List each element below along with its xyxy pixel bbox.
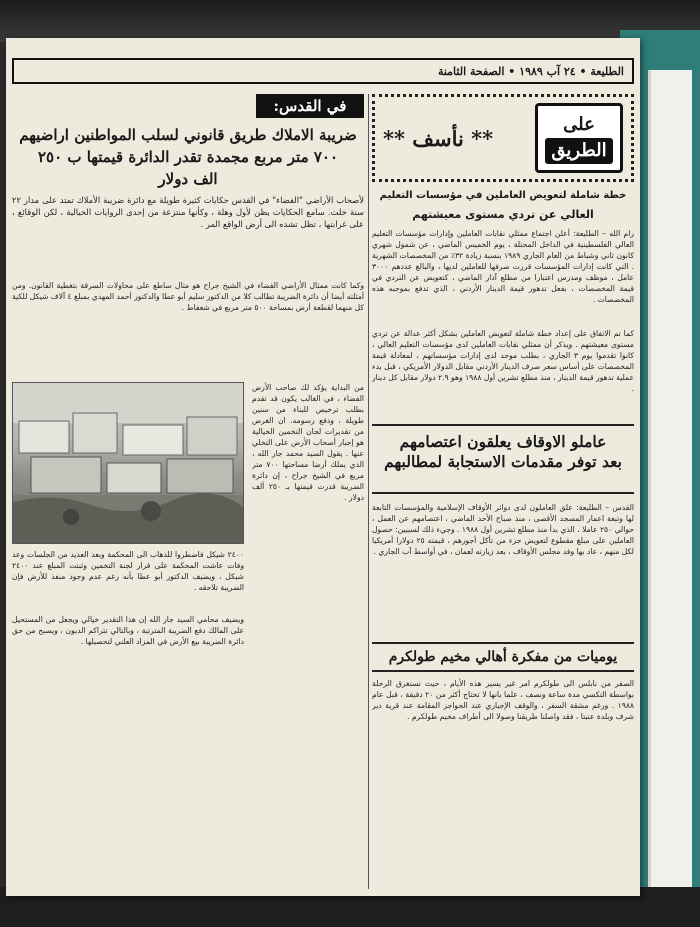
headline-awqaf [372, 424, 634, 494]
article-body-4: الصفر من نابلس الى طولكرم امر غير يسير هذه الأيام ، حيث تستغرق الرحلة بواسطة التكسي مدة ساعة ونصف ، علما بانها لا تحتاج أكثر من ٢٠ دقيقة ، قبل عام ١٩٨٨ . ورغم مشقة السفر ، والوقف الإجباري عند الحواجز المقامة عند قرية دير شرف وبلدة عنبتا ، فقد واصلنا طريقنا وصولا الى أطراف مخيم طولكرم . [372, 679, 634, 721]
photo-caption: ٢٤٠٠ شيكل فاضطروا للذهاب الى المحكمة وبعد العديد من الجلسات وعد وفات عاشت المحكمة على قرار لجنة التخمين وثبتت المبلغ عند ٢٤٠٠ شيكل ، ويضيف الدكتور أبو عطا بأنه رغم عدم وجود منفذ للأرض فإن الضريبة تلاحقه . [12, 550, 244, 592]
buildings-illustration [12, 383, 243, 544]
logo-line2: الطريق [545, 138, 612, 164]
binder-top [0, 0, 700, 42]
article-body-main-3: ويضيف محامي السيد جار الله إن هذا التقدير خيالي ويجعل من المستحيل على المالك دفع الضريبة المترتبة ، وبالتالي تتراكم الديون ، ويصبح من حق دائرة الضريبة بيع الأرض في المزاد العلني لتحصيلها . [12, 615, 244, 646]
news-photo [12, 382, 244, 544]
main-headline-line3: الف دولار [158, 170, 218, 188]
right-column [372, 94, 634, 889]
headline-awqaf-line1: عاملو الاوقاف يعلقون اعتصامهم [399, 432, 607, 451]
logo-line1: على [563, 114, 595, 135]
section-tag: في القدس: [256, 94, 364, 118]
column-logo [535, 103, 623, 173]
main-headline [12, 124, 364, 190]
feature-box [372, 94, 634, 182]
subhead-2: العالي عن تردي مستوى معيشتهم [412, 208, 594, 221]
article-body-main-2: من البداية يؤكد لك صاحب الأرض الفضاء ، في الغالب يكون قد تقدم بطلب ترخيص للبناء من سنين طويلة ، ودفع رسومه. ان الغرض من تقديرات لجان التخمين الخيالية هو إجبار أصحاب الأرض على التخلي عنها . يقول السيد محمد جار الله ، الذي يملك أرضا مساحتها ٧٠٠ متر مربع في الشيخ جراح ، إن دائرة الضريبة قدرت قيمتها بـ ٢٥٠ ألف دولار . [252, 383, 364, 502]
headline-tulkarem: يوميات من مفكرة أهالي مخيم طولكرم [372, 642, 634, 672]
page-header [12, 58, 634, 84]
feature-title: ** نأسف ** [383, 125, 494, 151]
lead-paragraph: لأصحاب الأراضي "الفضاء" في القدس حكايات كثيرة طويلة مع دائرة ضريبة الأملاك تمتد على مدار ٢٢ سنة خلت. سامع الحكايات يظن لأول وهلة ، وكأنها منتزعة من إحدى الروايات الخيالية ، لكن الوقائع ، على غرابتها ، تظل تشده الى أرض الواقع المر . [12, 195, 364, 229]
newspaper-page [6, 38, 640, 896]
article-body-1: رام الله – الطليعة: أعلن اجتماع ممثلي نقابات العاملين وإدارات مؤسسات التعليم العالي الفلسطينية في الداخل المحتلة ، يوم الخميس الماضي ، عن شمول شهري كانون ثاني وشباط من العام الجاري ١٩٨٩ بنسبة زيادة ٣٢٪ من المخصصات الشهرية . التي كانت إدارات المؤسسات قررت صرفها للعاملين لديها ، والبالغ عددهم ٣٠٠٠ عامل ، موظف ومدرس اعتبارا من مطلع آذار الماضي ، كتعويض عن التردي في قيمة المخصصات ، بفعل تدهور قيمة الدينار الأردني ، الذي تدفع بموجبه هذه المخصصات . [372, 229, 634, 304]
article-body-main-1: وكما كانت ممثال الأراضي الفضاء في الشيخ جراح هو مثال ساطع على محاولات السرقة بتغطية القانون. ومن أمثلته أيضا أن دائرة الضريبة تطالب كلا من الدكتور سليم أبو عطا والدكتور أحمد المهدي بمبلغ ٤ آلاف شيكل للكية كل منهما لقطعة أرض بمساحة ٥٠٠ متر مربع في شعفاط . [12, 281, 364, 312]
left-column [12, 94, 364, 889]
headline-awqaf-line2: بعد توفر مقدمات الاستجابة لمطالبهم [384, 452, 622, 471]
main-headline-line2: ٧٠٠ متر مربع مجمدة تقدر الدائرة قيمتها ب ٢٥٠ [37, 148, 339, 166]
article-body-2: كما تم الاتفاق على إعداد خطة شاملة لتعويض العاملين بشكل أكثر عدالة عن تردي مستوى معيشتهم . ويذكر أن ممثلي نقابات العاملين لدى مؤسسات التعليم العالي ، كانوا تقدموا يوم ٣ الجاري ، بطلب موحد لدى إدارات مؤسساتهم ، لمعادلة قيمة المخصصات على أساس سعر صرف الدينار الأردني مقابل الدولار الأمريكي ، قبل بدء عملية تدهور قيمة الدينار ، منذ مطلع تشرين أول ١٩٨٨ وهو ٢.٩ دولار مقابل كل دينار . [372, 329, 634, 393]
subhead-1: خطة شاملة لتعويض العاملين في مؤسسات التعليم [379, 190, 627, 201]
header-text: الطليعة • ٢٤ آب ١٩٨٩ • الصفحة الثامنة [437, 64, 624, 78]
article-body-3: القدس – الطليعة: علق العاملون لدى دوائر الأوقاف الإسلامية والمؤسسات التابعة لها وتبعة اعمار المسجد الأقصى ، منذ صباح الأحد الماضي ، اعتصامهم عن العمل ، حوالي ٢٥٠ عاملا ، الذي بدأ منذ مطلع تشرين أول ١٩٨٨ . وجيء ذلك لسببين: حصول العاملين على مبلغ مقطوع لتعويض جزء من تأكل أجورهم ، قيمته ٢٥ دولارا أمريكيا لكل منهم ، عاد بها وفد مجلس الأوقاف ، بعد زيارته لعمان ، في أواسط آب الجاري . [372, 503, 634, 556]
binder-page-edge [648, 70, 692, 910]
main-headline-line1: ضريبة الاملاك طريق قانوني لسلب المواطنين اراضيهم [19, 126, 357, 144]
column-divider [368, 94, 369, 889]
